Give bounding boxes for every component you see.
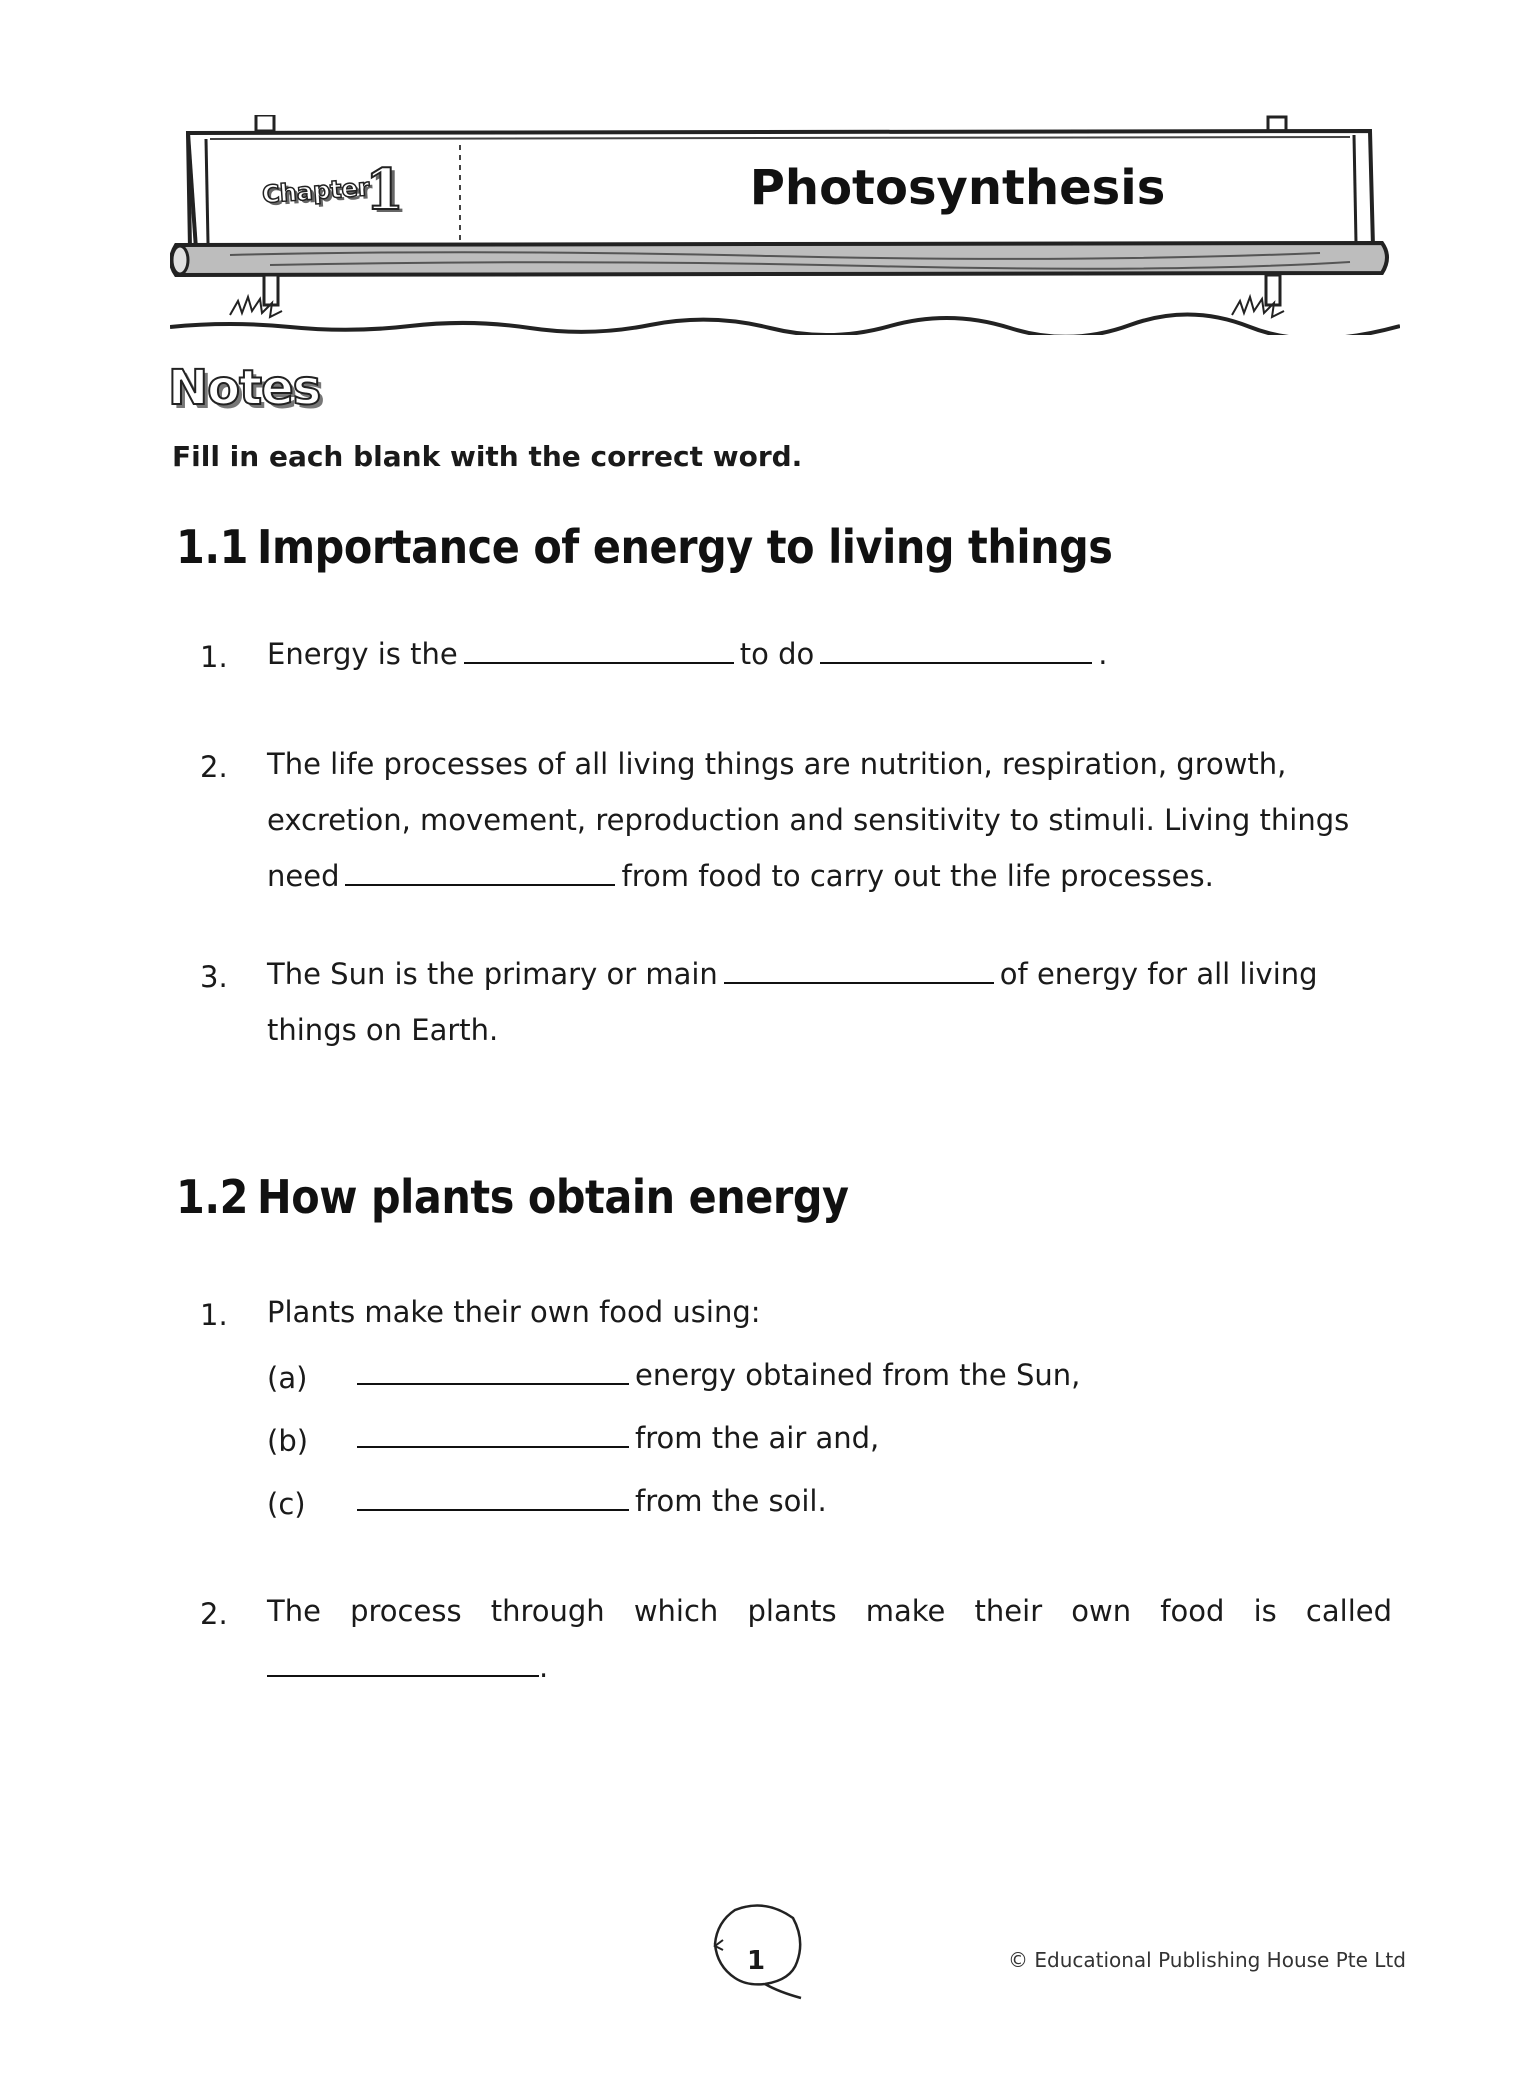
- question-text: Plants make their own food using:: [267, 1295, 761, 1329]
- question-text-continued: .: [267, 1639, 1392, 1695]
- page-title: Photosynthesis: [749, 160, 1166, 216]
- item-label: (c): [267, 1487, 306, 1521]
- section-number: 1.1: [176, 520, 248, 574]
- notes-heading: Notes: [168, 360, 321, 416]
- section-title: Importance of energy to living things: [257, 520, 1113, 574]
- item-label: (a): [267, 1361, 308, 1395]
- question-number: 2.: [200, 750, 228, 784]
- wooden-sign-illustration: [170, 115, 1400, 335]
- chapter-banner: [170, 115, 1400, 335]
- page-number: 1: [746, 1946, 766, 1976]
- question-text: The process through which plants make their own food is called: [267, 1594, 1392, 1628]
- copyright-text: © Educational Publishing House Pte Ltd: [1008, 1948, 1406, 1972]
- question-number: 3.: [200, 960, 228, 994]
- answer-blank[interactable]: [724, 954, 994, 984]
- answer-blank[interactable]: [357, 1355, 629, 1385]
- question-number: 1.: [200, 640, 228, 674]
- answer-blank[interactable]: [345, 856, 615, 886]
- answer-blank[interactable]: [357, 1481, 629, 1511]
- question-number: 2.: [200, 1597, 228, 1631]
- item-label: (b): [267, 1424, 309, 1458]
- section-heading-1-2: [176, 1170, 849, 1224]
- question-text: The life processes of all living things are nutrition, respiration, growth, excretion, movement, reproduction and sensitivity to stimuli. Living things need from food to carry out the life processes.: [267, 747, 1350, 893]
- item-text: energy obtained from the Sun,: [357, 1347, 1080, 1403]
- chapter-number: 1: [365, 157, 404, 223]
- instruction-text: Fill in each blank with the correct word.: [172, 440, 803, 473]
- section-title: How plants obtain energy: [257, 1170, 849, 1224]
- question-text: Energy is the to do .: [267, 626, 1392, 682]
- question-number: 1.: [200, 1298, 228, 1332]
- answer-blank[interactable]: [464, 634, 734, 664]
- section-number: 1.2: [176, 1170, 248, 1224]
- chapter-label: Chapter: [261, 173, 371, 209]
- answer-blank[interactable]: [267, 1647, 539, 1677]
- item-text: from the air and,: [357, 1410, 879, 1466]
- answer-blank[interactable]: [820, 634, 1092, 664]
- item-text: from the soil.: [357, 1473, 827, 1529]
- question-text: The Sun is the primary or main of energy for all living things on Earth.: [267, 946, 1392, 1058]
- answer-blank[interactable]: [357, 1418, 629, 1448]
- section-heading-1-1: [176, 520, 1113, 574]
